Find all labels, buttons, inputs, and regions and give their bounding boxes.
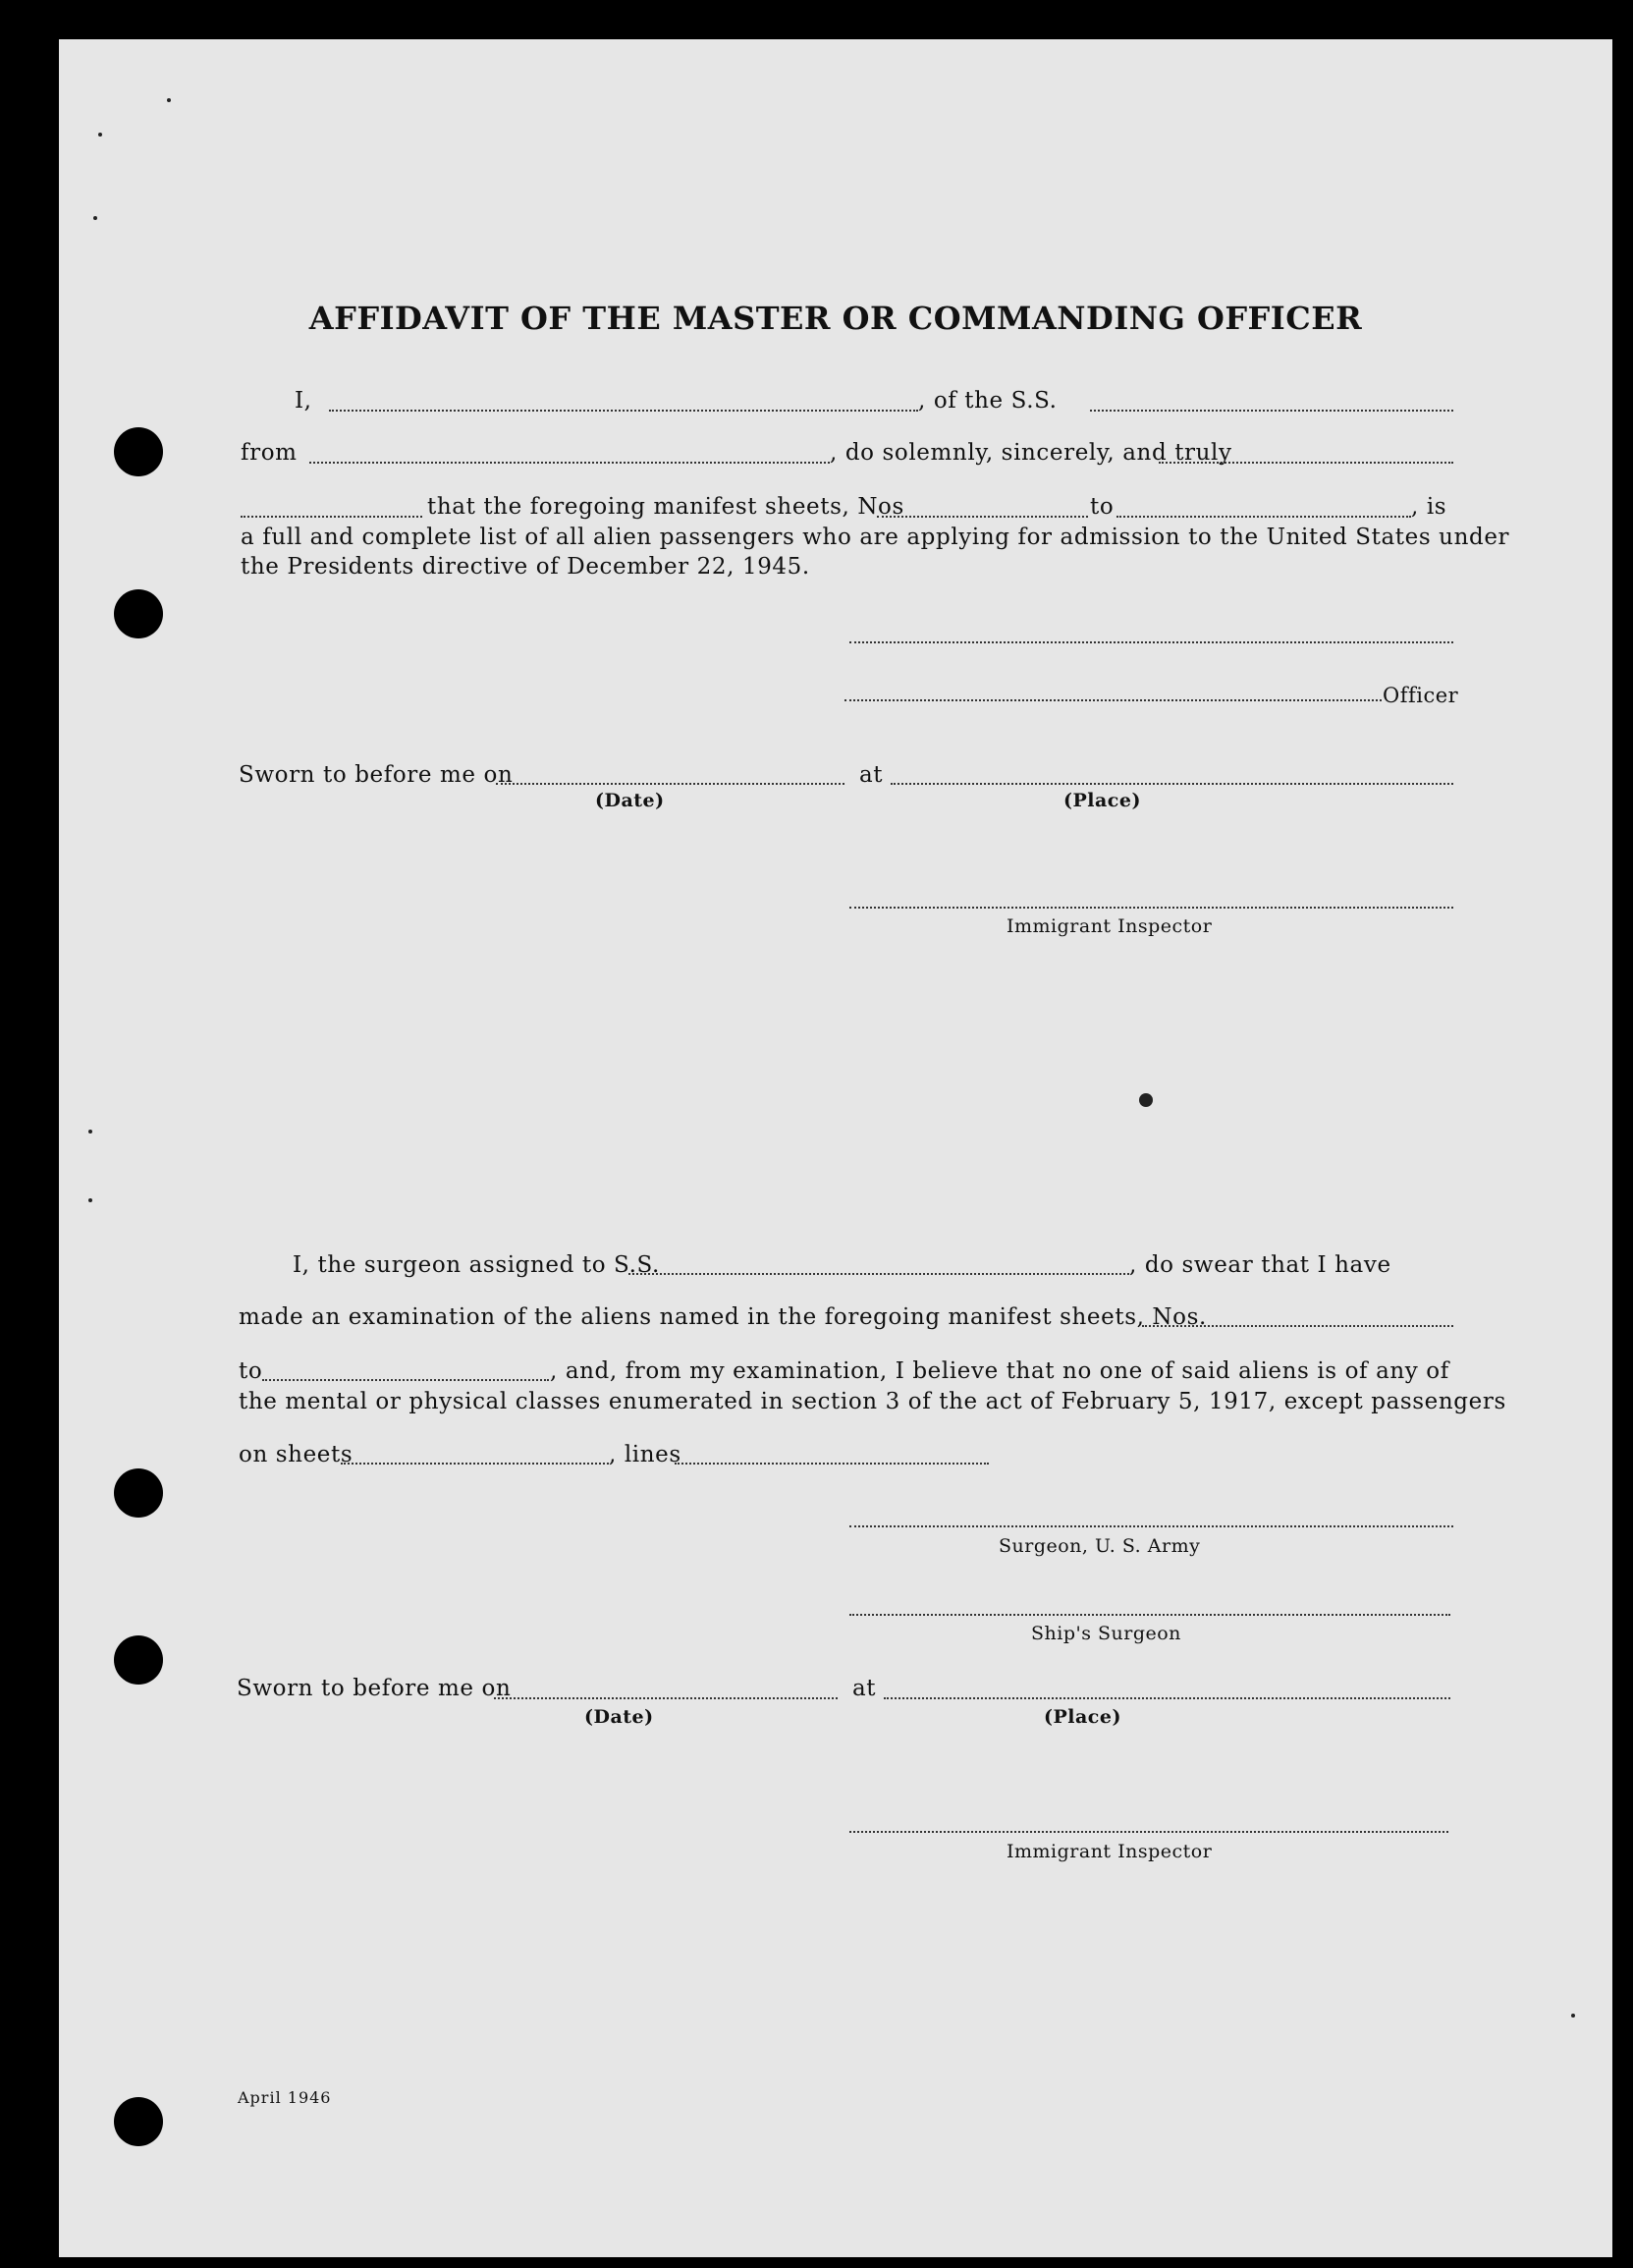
form-sheet — [59, 39, 1612, 2257]
speck — [88, 1198, 92, 1202]
surgeon-inspector-signature-line[interactable] — [849, 1831, 1448, 1833]
surgeon-sheets-to-field[interactable] — [262, 1379, 549, 1381]
master-name-field[interactable] — [329, 410, 918, 412]
officer-signature-line-1[interactable] — [849, 641, 1453, 643]
master-statement-line: a full and complete list of all alien passengers who are applying for admission to the United States under — [241, 525, 1510, 550]
army-surgeon-label: Surgeon, U. S. Army — [999, 1535, 1201, 1557]
master-sworn-place-field[interactable] — [891, 783, 1453, 785]
speck — [167, 98, 171, 102]
master-sworn-label: Sworn to before me on — [239, 762, 514, 788]
surgeon-inspector-label: Immigrant Inspector — [1007, 1841, 1213, 1862]
surgeon-on-sheets-label: on sheets — [239, 1442, 354, 1467]
speck — [1571, 2014, 1575, 2018]
speck — [98, 133, 102, 137]
form-date-footer: April 1946 — [238, 2088, 332, 2107]
punch-hole — [114, 2097, 163, 2146]
master-inspector-label: Immigrant Inspector — [1007, 915, 1213, 937]
surgeon-at-label: at — [852, 1676, 877, 1701]
master-ship-field[interactable] — [1090, 410, 1453, 412]
master-oath-word-field[interactable] — [241, 516, 422, 518]
surgeon-swear-label: , do swear that I have — [1129, 1252, 1391, 1278]
officer-signature-line-2[interactable] — [844, 699, 1382, 701]
master-date-caption: (Date) — [595, 790, 665, 811]
surgeon-lines-label: , lines — [609, 1442, 681, 1467]
speck — [93, 216, 97, 220]
surgeon-examination-label: made an examination of the aliens named in the foregoing manifest sheets, Nos. — [239, 1304, 1207, 1330]
master-from-label: from — [241, 440, 298, 466]
army-surgeon-signature-line[interactable] — [849, 1525, 1453, 1527]
master-at-label: at — [859, 762, 884, 788]
surgeon-ship-field[interactable] — [628, 1273, 1129, 1275]
master-solemnly-label: , do solemnly, sincerely, and truly — [830, 440, 1232, 466]
punch-hole — [114, 589, 163, 638]
surgeon-belief-label: , and, from my examination, I believe that no one of said aliens is of any of — [550, 1358, 1449, 1384]
surgeon-except-lines-field[interactable] — [675, 1463, 989, 1465]
punch-hole — [114, 427, 163, 476]
punch-hole — [114, 1468, 163, 1518]
surgeon-to-label: to — [239, 1358, 263, 1384]
surgeon-assigned-label: I, the surgeon assigned to S.S. — [293, 1252, 660, 1278]
master-is-label: , is — [1411, 494, 1447, 520]
ships-surgeon-signature-line[interactable] — [849, 1614, 1450, 1616]
officer-label: Officer — [1383, 684, 1459, 707]
surgeon-sheets-from-field[interactable] — [1142, 1325, 1453, 1327]
master-oath-field[interactable] — [1159, 462, 1453, 464]
surgeon-date-caption: (Date) — [584, 1706, 654, 1728]
surgeon-sworn-label: Sworn to before me on — [237, 1676, 512, 1701]
surgeon-classes-line: the mental or physical classes enumerated in section 3 of the act of February 5, 1917, except passengers — [239, 1389, 1506, 1414]
surgeon-except-sheets-field[interactable] — [341, 1463, 609, 1465]
master-of-ss-label: , of the S.S. — [918, 388, 1058, 414]
master-sworn-date-field[interactable] — [496, 783, 844, 785]
master-i-label: I, — [295, 388, 312, 414]
document-title: AFFIDAVIT OF THE MASTER OR COMMANDING OFFICER — [308, 300, 1363, 337]
master-inspector-signature-line[interactable] — [849, 907, 1453, 909]
master-place-caption: (Place) — [1063, 790, 1141, 811]
surgeon-sworn-date-field[interactable] — [494, 1697, 838, 1699]
surgeon-place-caption: (Place) — [1044, 1706, 1121, 1728]
ships-surgeon-label: Ship's Surgeon — [1031, 1623, 1181, 1644]
master-to-label: to — [1090, 494, 1115, 520]
surgeon-sworn-place-field[interactable] — [884, 1697, 1450, 1699]
master-sheets-from-field[interactable] — [877, 516, 1088, 518]
master-from-field[interactable] — [309, 462, 830, 464]
ink-spot — [1139, 1093, 1153, 1107]
punch-hole — [114, 1635, 163, 1685]
master-directive-line: the Presidents directive of December 22, 1945. — [241, 554, 810, 580]
speck — [88, 1130, 92, 1134]
master-sheets-to-field[interactable] — [1116, 516, 1411, 518]
master-manifest-label: that the foregoing manifest sheets, Nos — [427, 494, 904, 520]
